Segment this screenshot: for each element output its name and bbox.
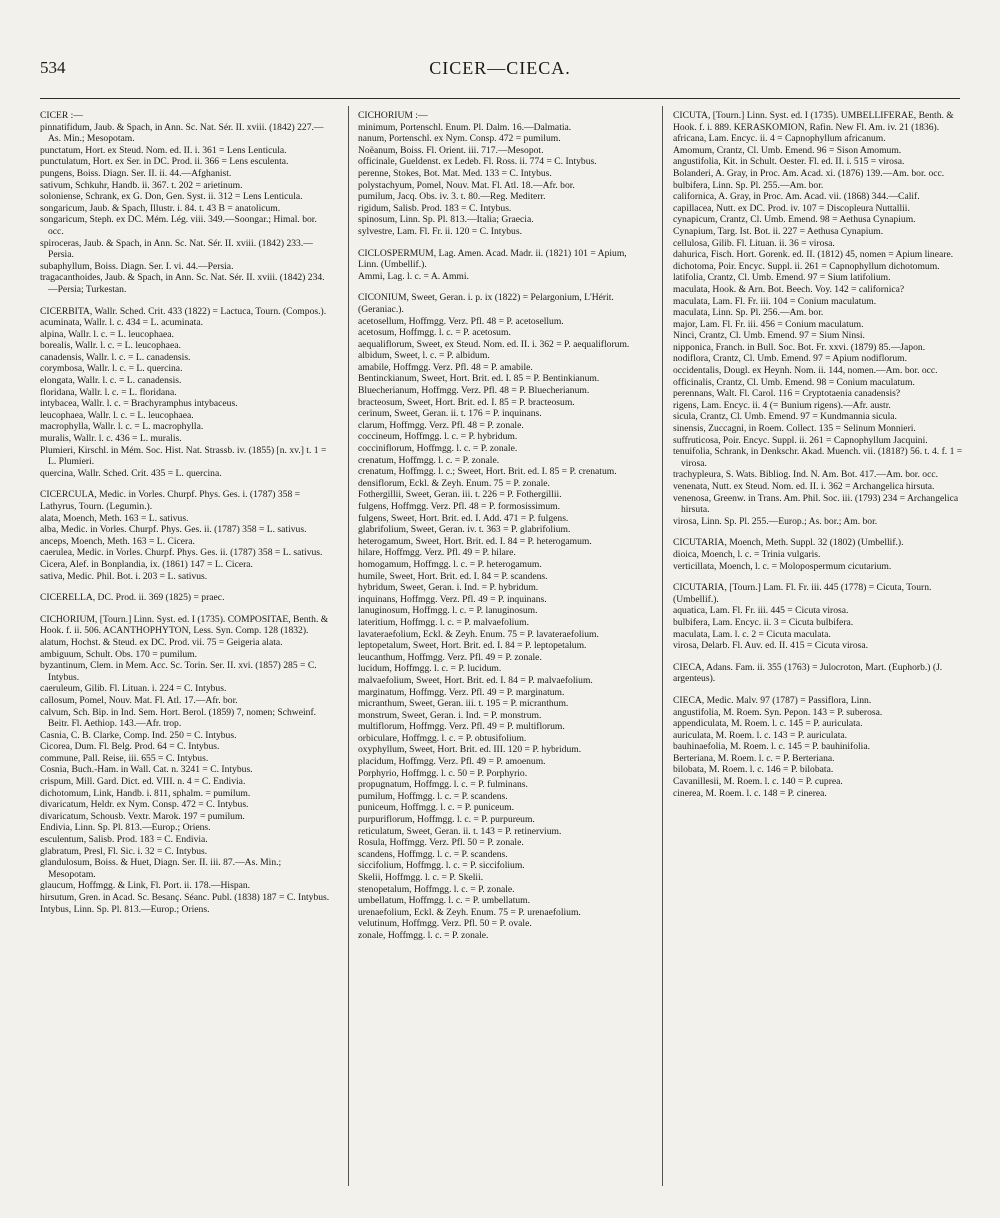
species-entry: floridana, Wallr. l. c. = L. floridana. xyxy=(40,386,177,398)
species-entry: dioica, Moench, l. c. = Trinia vulgaris. xyxy=(673,548,821,560)
species-entry: crispum, Mill. Gard. Dict. ed. VIII. n. 4 = C. Endivia. xyxy=(40,776,246,788)
species-entry: minimum, Portenschl. Enum. Pl. Dalm. 16.—Dalmatia. xyxy=(358,121,572,133)
species-entry: ambiguum, Schult. Obs. 170 = pumilum. xyxy=(40,648,198,660)
species-entry: homogamum, Hoffmgg. l. c. = P. heterogamum. xyxy=(358,558,542,570)
species-entry: lavateraefolium, Eckl. & Zeyh. Enum. 75 = P. lavateraefolium. xyxy=(358,628,599,640)
species-entry: angustifolia, M. Roem. Syn. Pepon. 143 = P. suberosa. xyxy=(673,706,883,718)
species-entry: aquatica, Lam. Fl. Fr. iii. 445 = Cicuta virosa. xyxy=(673,605,849,617)
species-entry: dahurica, Fisch. Hort. Gorenk. ed. II. (1812) 45, nomen = Apium lineare. xyxy=(673,249,954,261)
species-entry: propugnatum, Hoffmgg. l. c. = P. fulminans. xyxy=(358,779,528,791)
species-entry: Cavanillesii, M. Roem. l. c. 140 = P. cuprea. xyxy=(673,776,843,788)
species-entry: crenatum, Hoffmgg. l. c.; Sweet, Hort. Brit. ed. I. 85 = P. crenatum. xyxy=(358,466,617,478)
entry-block xyxy=(358,292,648,941)
species-entry: calvum, Sch. Bip. in Ind. Sem. Hort. Berol. (1859) 7, nomen; Schweinf. Beitr. Fl. Aethiop. 143.—Afr. trop. xyxy=(40,706,317,730)
species-entry: Berteriana, M. Roem. l. c. = P. Berteriana. xyxy=(673,752,835,764)
species-entry: inquinans, Hoffmgg. Verz. Pfl. 49 = P. inquinans. xyxy=(358,593,547,605)
species-entry: marginatum, Hoffmgg. Verz. Pfl. 49 = P. marginatum. xyxy=(358,686,565,698)
genus-heading: CICONIUM, Sweet, Geran. i. p. ix (1822) = Pelargonium, L'Hérit. (Geraniac.). xyxy=(358,292,614,315)
species-entry: suffruticosa, Poir. Encyc. Suppl. ii. 261 = Capnophyllum Jacquini. xyxy=(673,434,928,446)
species-entry: crenatum, Hoffmgg. l. c. = P. zonale. xyxy=(358,454,500,466)
species-entry: dichotomum, Link, Handb. i. 811, sphalm. = pumilum. xyxy=(40,787,251,799)
species-entry: hybridum, Sweet, Geran. i. Ind. = P. hybridum. xyxy=(358,582,539,594)
species-entry: alpina, Wallr. l. c. = L. leucophaea. xyxy=(40,328,174,340)
species-entry: nodiflora, Crantz, Cl. Umb. Emend. 97 = Apium nodiflorum. xyxy=(673,353,908,365)
genus-heading: CIECA, Medic. Malv. 97 (1787) = Passiflora, Linn. xyxy=(673,694,872,706)
species-entry: africana, Lam. Encyc. ii. 4 = Capnophyllum africanum. xyxy=(673,133,886,145)
entry-block xyxy=(673,662,963,685)
entry-block xyxy=(358,248,648,283)
species-entry: Porphyrio, Hoffmgg. l. c. 50 = P. Porphyrio. xyxy=(358,767,528,779)
genus-heading: CICHORIUM, [Tourn.] Linn. Syst. ed. I (1735). COMPOSITAE, Benth. & Hook. f. ii. 506. ACANTHOPHYTON, Less. Syn. Comp. 128 (1832). xyxy=(40,613,329,637)
species-entry: multiflorum, Hoffmgg. Verz. Pfl. 49 = P. multiflorum. xyxy=(358,721,565,733)
species-entry: velutinum, Hoffmgg. Verz. Pfl. 50 = P. ovale. xyxy=(358,918,532,930)
entry-block xyxy=(358,110,648,238)
species-entry: bauhinaefolia, M. Roem. l. c. 145 = P. bauhinifolia. xyxy=(673,741,870,753)
species-entry: albidum, Sweet, l. c. = P. albidum. xyxy=(358,350,490,362)
species-entry: clarum, Hoffmgg. Verz. Pfl. 48 = P. zonale. xyxy=(358,419,524,431)
species-entry: nanum, Portenschl. ex Nym. Consp. 472 = pumilum. xyxy=(358,133,561,145)
species-entry: pinnatifidum, Jaub. & Spach, in Ann. Sc. Nat. Sér. II. xviii. (1842) 227.—As. Min.; Mesopotam. xyxy=(40,121,324,145)
species-entry: tenuifolia, Schrank, in Denkschr. Akad. Muench. vii. (1818?) 56. t. 4. f. 1 = virosa. xyxy=(673,446,963,469)
column-middle xyxy=(358,110,648,942)
species-entry: rigidum, Salisb. Prod. 183 = C. Intybus. xyxy=(358,202,512,214)
species-entry: punctulatum, Hort. ex Ser. in DC. Prod. ii. 366 = Lens esculenta. xyxy=(40,156,289,168)
species-entry: malvaefolium, Sweet, Hort. Brit. ed. I. 84 = P. malvaefolium. xyxy=(358,674,593,686)
species-entry: siccifolium, Hoffmgg. l. c. = P. siccifolium. xyxy=(358,860,525,872)
species-entry: maculata, Lam. Fl. Fr. iii. 104 = Conium maculatum. xyxy=(673,295,877,307)
species-entry: aequaliflorum, Sweet, ex Steud. Nom. ed. II. i. 362 = P. aequaliflorum. xyxy=(358,338,630,350)
species-entry: bulbifera, Linn. Sp. Pl. 255.—Am. bor. xyxy=(673,179,824,191)
species-entry: cerinum, Sweet, Geran. ii. t. 176 = P. inquinans. xyxy=(358,408,542,420)
entry-block xyxy=(673,110,963,527)
entry-block xyxy=(673,537,963,572)
species-entry: Cicorea, Dum. Fl. Belg. Prod. 64 = C. Intybus. xyxy=(40,741,220,753)
species-entry: glaucum, Hoffmgg. & Link, Fl. Port. ii. 178.—Hispan. xyxy=(40,880,251,892)
species-entry: micranthum, Sweet, Geran. iii. t. 195 = P. micranthum. xyxy=(358,698,569,710)
species-entry: amabile, Hoffmgg. Verz. Pfl. 48 = P. amabile. xyxy=(358,361,533,373)
species-entry: maculata, Linn. Sp. Pl. 256.—Am. bor. xyxy=(673,307,824,319)
genus-heading: CICUTARIA, Moench, Meth. Suppl. 32 (1802) (Umbellif.). xyxy=(673,537,904,549)
species-entry: Cicera, Alef. in Bonplandia, ix. (1861) 147 = L. Cicera. xyxy=(40,558,253,570)
species-entry: acuminata, Wallr. l. c. 434 = L. acuminata. xyxy=(40,317,203,329)
species-entry: elongata, Wallr. l. c. = L. canadensis. xyxy=(40,375,182,387)
species-entry: occidentalis, Dougl. ex Heynh. Nom. ii. 144, nomen.—Am. bor. occ. xyxy=(673,365,938,377)
column-right xyxy=(673,110,963,799)
species-entry: fulgens, Hoffmgg. Verz. Pfl. 48 = P. formosissimum. xyxy=(358,501,560,512)
species-entry: maculata, Lam. l. c. 2 = Cicuta maculata. xyxy=(673,628,831,640)
species-entry: Bluecherianum, Hoffmgg. Verz. Pfl. 48 = P. Bluecherianum. xyxy=(358,385,590,397)
species-entry: polystachyum, Pomel, Nouv. Mat. Fl. Atl. 18.—Afr. bor. xyxy=(358,179,575,191)
species-entry: placidum, Hoffmgg. Verz. Pfl. 49 = P. amoenum. xyxy=(358,756,546,768)
species-entry: virosa, Delarb. Fl. Auv. ed. II. 415 = Cicuta virosa. xyxy=(673,640,869,652)
species-entry: trachypleura, S. Wats. Bibliog. Ind. N. Am. Bot. 417.—Am. bor. occ. xyxy=(673,469,938,481)
species-entry: stenopetalum, Hoffmgg. l. c. = P. zonale. xyxy=(358,883,515,895)
species-entry: cocciniflorum, Hoffmgg. l. c. = P. zonale. xyxy=(358,443,518,455)
species-entry: venenosa, Greenw. in Trans. Am. Phil. Soc. iii. (1793) 234 = Archangelica hirsuta. xyxy=(673,492,959,516)
species-entry: rigens, Lam. Encyc. ii. 4 (= Bunium rigens).—Afr. austr. xyxy=(673,399,891,411)
species-entry: perenne, Stokes, Bot. Mat. Med. 133 = C. Intybus. xyxy=(358,167,552,179)
genus-heading: CICHORIUM :— xyxy=(358,110,428,121)
genus-heading: CICUTARIA, [Tourn.] Lam. Fl. Fr. iii. 445 (1778) = Cicuta, Tourn. (Umbellif.). xyxy=(673,582,932,605)
species-entry: Cosnia, Buch.-Ham. in Wall. Cat. n. 3241 = C. Intybus. xyxy=(40,764,253,776)
species-entry: venenata, Nutt. ex Steud. Nom. ed. II. i. 362 = Archangelica hirsuta. xyxy=(673,481,935,492)
species-entry: californica, A. Gray, in Proc. Am. Acad. vii. (1868) 344.—Calif. xyxy=(673,191,920,203)
species-entry: Fothergillii, Sweet, Geran. iii. t. 226 = P. Fothergillii. xyxy=(358,489,562,501)
entry-block xyxy=(40,592,330,604)
species-entry: spinosum, Linn. Sp. Pl. 813.—Italia; Graecia. xyxy=(358,214,534,226)
species-entry: tragacanthoides, Jaub. & Spach, in Ann. Sc. Nat. Sér. II. xviii. (1842) 234.—Persia; Turkestan. xyxy=(40,272,325,295)
species-entry: cinerea, M. Roem. l. c. 148 = P. cinerea. xyxy=(673,787,827,799)
species-entry: songaricum, Steph. ex DC. Mém. Lég. viii. 349.—Soongar.; Himal. bor. occ. xyxy=(40,214,317,237)
entry-block xyxy=(40,489,330,582)
species-entry: fulgens, Sweet, Hort. Brit. ed. I. Add. 471 = P. fulgens. xyxy=(358,512,569,524)
species-entry: perennans, Walt. Fl. Carol. 116 = Cryptotaenia canadensis? xyxy=(673,388,901,400)
species-entry: soloniense, Schrank, ex G. Don, Gen. Syst. ii. 312 = Lens Lenticula. xyxy=(40,191,303,203)
species-entry: intybacea, Wallr. l. c. = Brachyramphus intybaceus. xyxy=(40,398,238,410)
species-entry: officinale, Gueldenst. ex Ledeb. Fl. Ross. ii. 774 = C. Intybus. xyxy=(358,156,597,168)
species-entry: Ninci, Crantz, Cl. Umb. Emend. 97 = Sium Ninsi. xyxy=(673,330,865,342)
species-entry: maculata, Hook. & Arn. Bot. Beech. Voy. 142 = californica? xyxy=(673,283,905,295)
species-entry: sylvestre, Lam. Fl. Fr. ii. 120 = C. Intybus. xyxy=(358,225,522,237)
species-entry: urenaefolium, Eckl. & Zeyh. Enum. 75 = P. urenaefolium. xyxy=(358,906,581,918)
species-entry: acetosum, Hoffmgg. l. c. = P. acetosum. xyxy=(358,327,511,339)
genus-heading: CICER :— xyxy=(40,110,83,121)
species-entry: alatum, Hochst. & Steud. ex DC. Prod. vii. 75 = Geigeria alata. xyxy=(40,636,283,648)
page-header xyxy=(40,58,960,86)
species-entry: reticulatum, Sweet, Geran. ii. t. 143 = P. retinervium. xyxy=(358,825,562,837)
species-entry: zonale, Hoffmgg. l. c. = P. zonale. xyxy=(358,929,489,941)
species-entry: pumilum, Jacq. Obs. iv. 3. t. 80.—Reg. Mediterr. xyxy=(358,191,546,203)
column-left xyxy=(40,110,330,915)
species-entry: alba, Medic. in Vorles. Churpf. Phys. Ges. ii. (1787) 358 = L. sativus. xyxy=(40,524,307,536)
species-entry: esculentum, Salisb. Prod. 183 = C. Endivia. xyxy=(40,834,208,846)
species-entry: heterogamum, Sweet, Hort. Brit. ed. I. 84 = P. heterogamum. xyxy=(358,535,592,547)
entry-block xyxy=(40,306,330,480)
species-entry: capillacea, Nutt. ex DC. Prod. iv. 107 = Discopleura Nuttallii. xyxy=(673,202,910,214)
species-entry: punctatum, Hort. ex Steud. Nom. ed. II. i. 361 = Lens Lenticula. xyxy=(40,144,287,156)
entry-block xyxy=(40,614,330,915)
genus-heading: CICERCULA, Medic. in Vorles. Churpf. Phys. Ges. i. (1787) 358 = Lathyrus, Tourn. (Legumin.). xyxy=(40,489,301,512)
species-entry: Plumieri, Kirschl. in Mém. Soc. Hist. Nat. Strassb. iv. (1855) [n. xv.] t. 1 = L. Plumieri. xyxy=(40,444,327,468)
species-entry: purpuriflorum, Hoffmgg. l. c. = P. purpureum. xyxy=(358,814,535,826)
genus-heading: CICERELLA, DC. Prod. ii. 369 (1825) = praec. xyxy=(40,592,225,604)
species-entry: caerulea, Medic. in Vorles. Churpf. Phys. Ges. ii. (1787) 358 = L. sativus. xyxy=(40,547,323,559)
species-entry: sicula, Crantz, Cl. Umb. Emend. 97 = Kundmannia sicula. xyxy=(673,411,897,423)
species-entry: bilobata, M. Roem. l. c. 146 = P. bilobata. xyxy=(673,764,834,776)
species-entry: coccineum, Hoffmgg. l. c. = P. hybridum. xyxy=(358,431,518,443)
species-entry: oxyphyllum, Sweet, Hort. Brit. ed. III. 120 = P. hybridum. xyxy=(358,744,582,756)
species-entry: caeruleum, Gilib. Fl. Lituan. i. 224 = C. Intybus. xyxy=(40,683,227,695)
species-entry: canadensis, Wallr. l. c. = L. canadensis. xyxy=(40,351,191,363)
species-entry: hilare, Hoffmgg. Verz. Pfl. 49 = P. hilare. xyxy=(358,547,516,559)
species-entry: glabratum, Presl, Fl. Sic. i. 32 = C. Intybus. xyxy=(40,845,208,857)
species-entry: hirsutum, Gren. in Acad. Sc. Besanç. Séanc. Publ. (1838) 187 = C. Intybus. xyxy=(40,892,330,903)
species-entry: umbellatum, Hoffmgg. l. c. = P. umbellatum. xyxy=(358,895,531,907)
species-entry: officinalis, Crantz, Cl. Umb. Emend. 98 = Conium maculatum. xyxy=(673,376,915,388)
species-entry: borealis, Wallr. l. c. = L. leucophaea. xyxy=(40,340,181,352)
species-entry: lanuginosum, Hoffmgg. l. c. = P. lanuginosum. xyxy=(358,605,538,617)
species-entry: latifolia, Crantz, Cl. Umb. Emend. 97 = Sium latifolium. xyxy=(673,272,891,284)
species-entry: leucophaea, Wallr. l. c. = L. leucophaea. xyxy=(40,409,194,421)
species-entry: verticillata, Moench, l. c. = Molopospermum cicutarium. xyxy=(673,560,892,572)
species-entry: quercina, Wallr. Sched. Crit. 435 = L. quercina. xyxy=(40,467,222,479)
species-entry: Bolanderi, A. Gray, in Proc. Am. Acad. xi. (1876) 139.—Am. bor. occ. xyxy=(673,167,945,179)
species-entry: auriculata, M. Roem. l. c. 143 = P. auriculata. xyxy=(673,729,848,741)
species-entry: cellulosa, Gilib. Fl. Lituan. ii. 36 = virosa. xyxy=(673,237,835,249)
column-divider xyxy=(662,106,663,1186)
entry-block xyxy=(673,582,963,652)
species-entry: Noëanum, Boiss. Fl. Orient. iii. 717.—Mesopot. xyxy=(358,144,544,156)
species-entry: sinensis, Zuccagni, in Roem. Collect. 135 = Selinum Monnieri. xyxy=(673,423,916,435)
genus-heading: CICUTA, [Tourn.] Linn. Syst. ed. I (1735). UMBELLIFERAE, Benth. & Hook. f. i. 889. KERASKOMION, Rafin. New Fl. Am. iv. 21 (1836). xyxy=(673,110,954,133)
species-entry: leucanthum, Hoffmgg. Verz. Pfl. 49 = P. zonale. xyxy=(358,651,542,663)
species-entry: corymbosa, Wallr. l. c. = L. quercina. xyxy=(40,363,183,375)
species-entry: densiflorum, Eckl. & Zeyh. Enum. 75 = P. zonale. xyxy=(358,477,550,489)
species-entry: major, Lam. Fl. Fr. iii. 456 = Conium maculatum. xyxy=(673,318,864,330)
species-entry: nipponica, Franch. in Bull. Soc. Bot. Fr. xxvi. (1879) 85.—Japon. xyxy=(673,341,926,353)
species-entry: angustifolia, Kit. in Schult. Oester. Fl. ed. II. i. 515 = virosa. xyxy=(673,156,905,168)
species-entry: bulbifera, Lam. Encyc. ii. 3 = Cicuta bulbifera. xyxy=(673,616,854,628)
species-entry: muralis, Wallr. l. c. 436 = L. muralis. xyxy=(40,433,182,445)
species-entry: appendiculata, M. Roem. l. c. 145 = P. auriculata. xyxy=(673,718,863,730)
species-entry: Cynapium, Targ. Ist. Bot. ii. 227 = Aethusa Cynapium. xyxy=(673,225,884,237)
species-entry: Rosula, Hoffmgg. Verz. Pfl. 50 = P. zonale. xyxy=(358,837,524,849)
species-entry: Casnia, C. B. Clarke, Comp. Ind. 250 = C. Intybus. xyxy=(40,729,237,741)
species-entry: acetosellum, Hoffmgg. Verz. Pfl. 48 = P. acetosellum. xyxy=(358,315,564,327)
species-entry: humile, Sweet, Hort. Brit. ed. I. 84 = P. scandens. xyxy=(358,570,548,582)
species-entry: Ammi, Lag. l. c. = A. Ammi. xyxy=(358,270,469,282)
species-entry: alata, Moench, Meth. 163 = L. sativus. xyxy=(40,512,189,524)
species-entry: spiroceras, Jaub. & Spach, in Ann. Sc. Nat. Sér. II. xviii. (1842) 233.—Persia. xyxy=(40,237,313,261)
species-entry: sativa, Medic. Phil. Bot. i. 203 = L. sativus. xyxy=(40,570,208,582)
species-entry: sativum, Schkuhr, Handb. ii. 367. t. 202 = arietinum. xyxy=(40,179,243,191)
species-entry: Intybus, Linn. Sp. Pl. 813.—Europ.; Oriens. xyxy=(40,903,210,915)
species-entry: glandulosum, Boiss. & Huet, Diagn. Ser. II. iii. 87.—As. Min.; Mesopotam. xyxy=(40,857,282,880)
column-divider xyxy=(348,106,349,1186)
species-entry: callosum, Pomel, Nouv. Mat. Fl. Atl. 17.—Afr. bor. xyxy=(40,694,238,706)
species-entry: leptopetalum, Sweet, Hort. Brit. ed. I. 84 = P. leptopetalum. xyxy=(358,640,587,652)
species-entry: scandens, Hoffmgg. l. c. = P. scandens. xyxy=(358,848,508,860)
entry-block xyxy=(673,695,963,799)
header-rule xyxy=(40,98,960,99)
species-entry: Endivia, Linn. Sp. Pl. 813.—Europ.; Oriens. xyxy=(40,822,211,834)
species-entry: monstrum, Sweet, Geran. i. Ind. = P. monstrum. xyxy=(358,709,542,721)
species-entry: glabrifolium, Sweet, Geran. iv. t. 363 = P. glabrifolium. xyxy=(358,524,571,536)
species-entry: Amomum, Crantz, Cl. Umb. Emend. 96 = Sison Amomum. xyxy=(673,144,902,156)
species-entry: virosa, Linn. Sp. Pl. 255.—Europ.; As. bor.; Am. bor. xyxy=(673,515,878,527)
species-entry: divaricatum, Heldr. ex Nym. Consp. 472 = C. Intybus. xyxy=(40,799,249,811)
species-entry: byzantinum, Clem. in Mem. Acc. Sc. Torin. Ser. II. xvi. (1857) 285 = C. Intybus. xyxy=(40,660,317,683)
species-entry: dichotoma, Poir. Encyc. Suppl. ii. 261 = Capnophyllum dichotomum. xyxy=(673,260,940,272)
species-entry: lateritium, Hoffmgg. l. c. = P. malvaefolium. xyxy=(358,616,529,628)
page-number: 534 xyxy=(40,58,66,77)
running-head: CICER—CIECA. xyxy=(429,58,571,78)
species-entry: orbiculare, Hoffmgg. l. c. = P. obtusifolium. xyxy=(358,732,527,744)
genus-heading: CICLOSPERMUM, Lag. Amen. Acad. Madr. ii. (1821) 101 = Apium, Linn. (Umbellif.). xyxy=(358,247,627,271)
species-entry: pumilum, Hoffmgg. l. c. = P. scandens. xyxy=(358,790,508,802)
species-entry: puniceum, Hoffmgg. l. c. = P. puniceum. xyxy=(358,802,515,814)
genus-heading: CIECA, Adans. Fam. ii. 355 (1763) = Julocroton, Mart. (Euphorb.) (J. argenteus). xyxy=(673,661,943,685)
entry-block xyxy=(40,110,330,296)
species-entry: bracteosum, Sweet, Hort. Brit. ed. I. 85 = P. bracteosum. xyxy=(358,396,575,408)
species-entry: Skelii, Hoffmgg. l. c. = P. Skelii. xyxy=(358,872,484,883)
species-entry: subaphyllum, Boiss. Diagn. Ser. I. vi. 44.—Persia. xyxy=(40,260,234,272)
species-entry: macrophylla, Wallr. l. c. = L. macrophylla. xyxy=(40,421,204,433)
species-entry: Bentinckianum, Sweet, Hort. Brit. ed. I. 85 = P. Bentinkianum. xyxy=(358,373,600,385)
species-entry: pungens, Boiss. Diagn. Ser. II. ii. 44.—Afghanist. xyxy=(40,167,232,179)
species-entry: lucidum, Hoffmgg. l. c. = P. lucidum. xyxy=(358,663,502,675)
genus-heading: CICERBITA, Wallr. Sched. Crit. 433 (1822) = Lactuca, Tourn. (Compos.). xyxy=(40,305,327,317)
species-entry: songaricum, Jaub. & Spach, Illustr. i. 84. t. 43 B = anatolicum. xyxy=(40,202,281,214)
species-entry: cynapicum, Crantz, Cl. Umb. Emend. 98 = Aethusa Cynapium. xyxy=(673,214,916,226)
species-entry: commune, Pall. Reise, iii. 655 = C. Intybus. xyxy=(40,752,209,764)
species-entry: divaricatum, Schousb. Vextr. Marok. 197 = pumilum. xyxy=(40,810,245,822)
species-entry: anceps, Moench, Meth. 163 = L. Cicera. xyxy=(40,535,195,547)
